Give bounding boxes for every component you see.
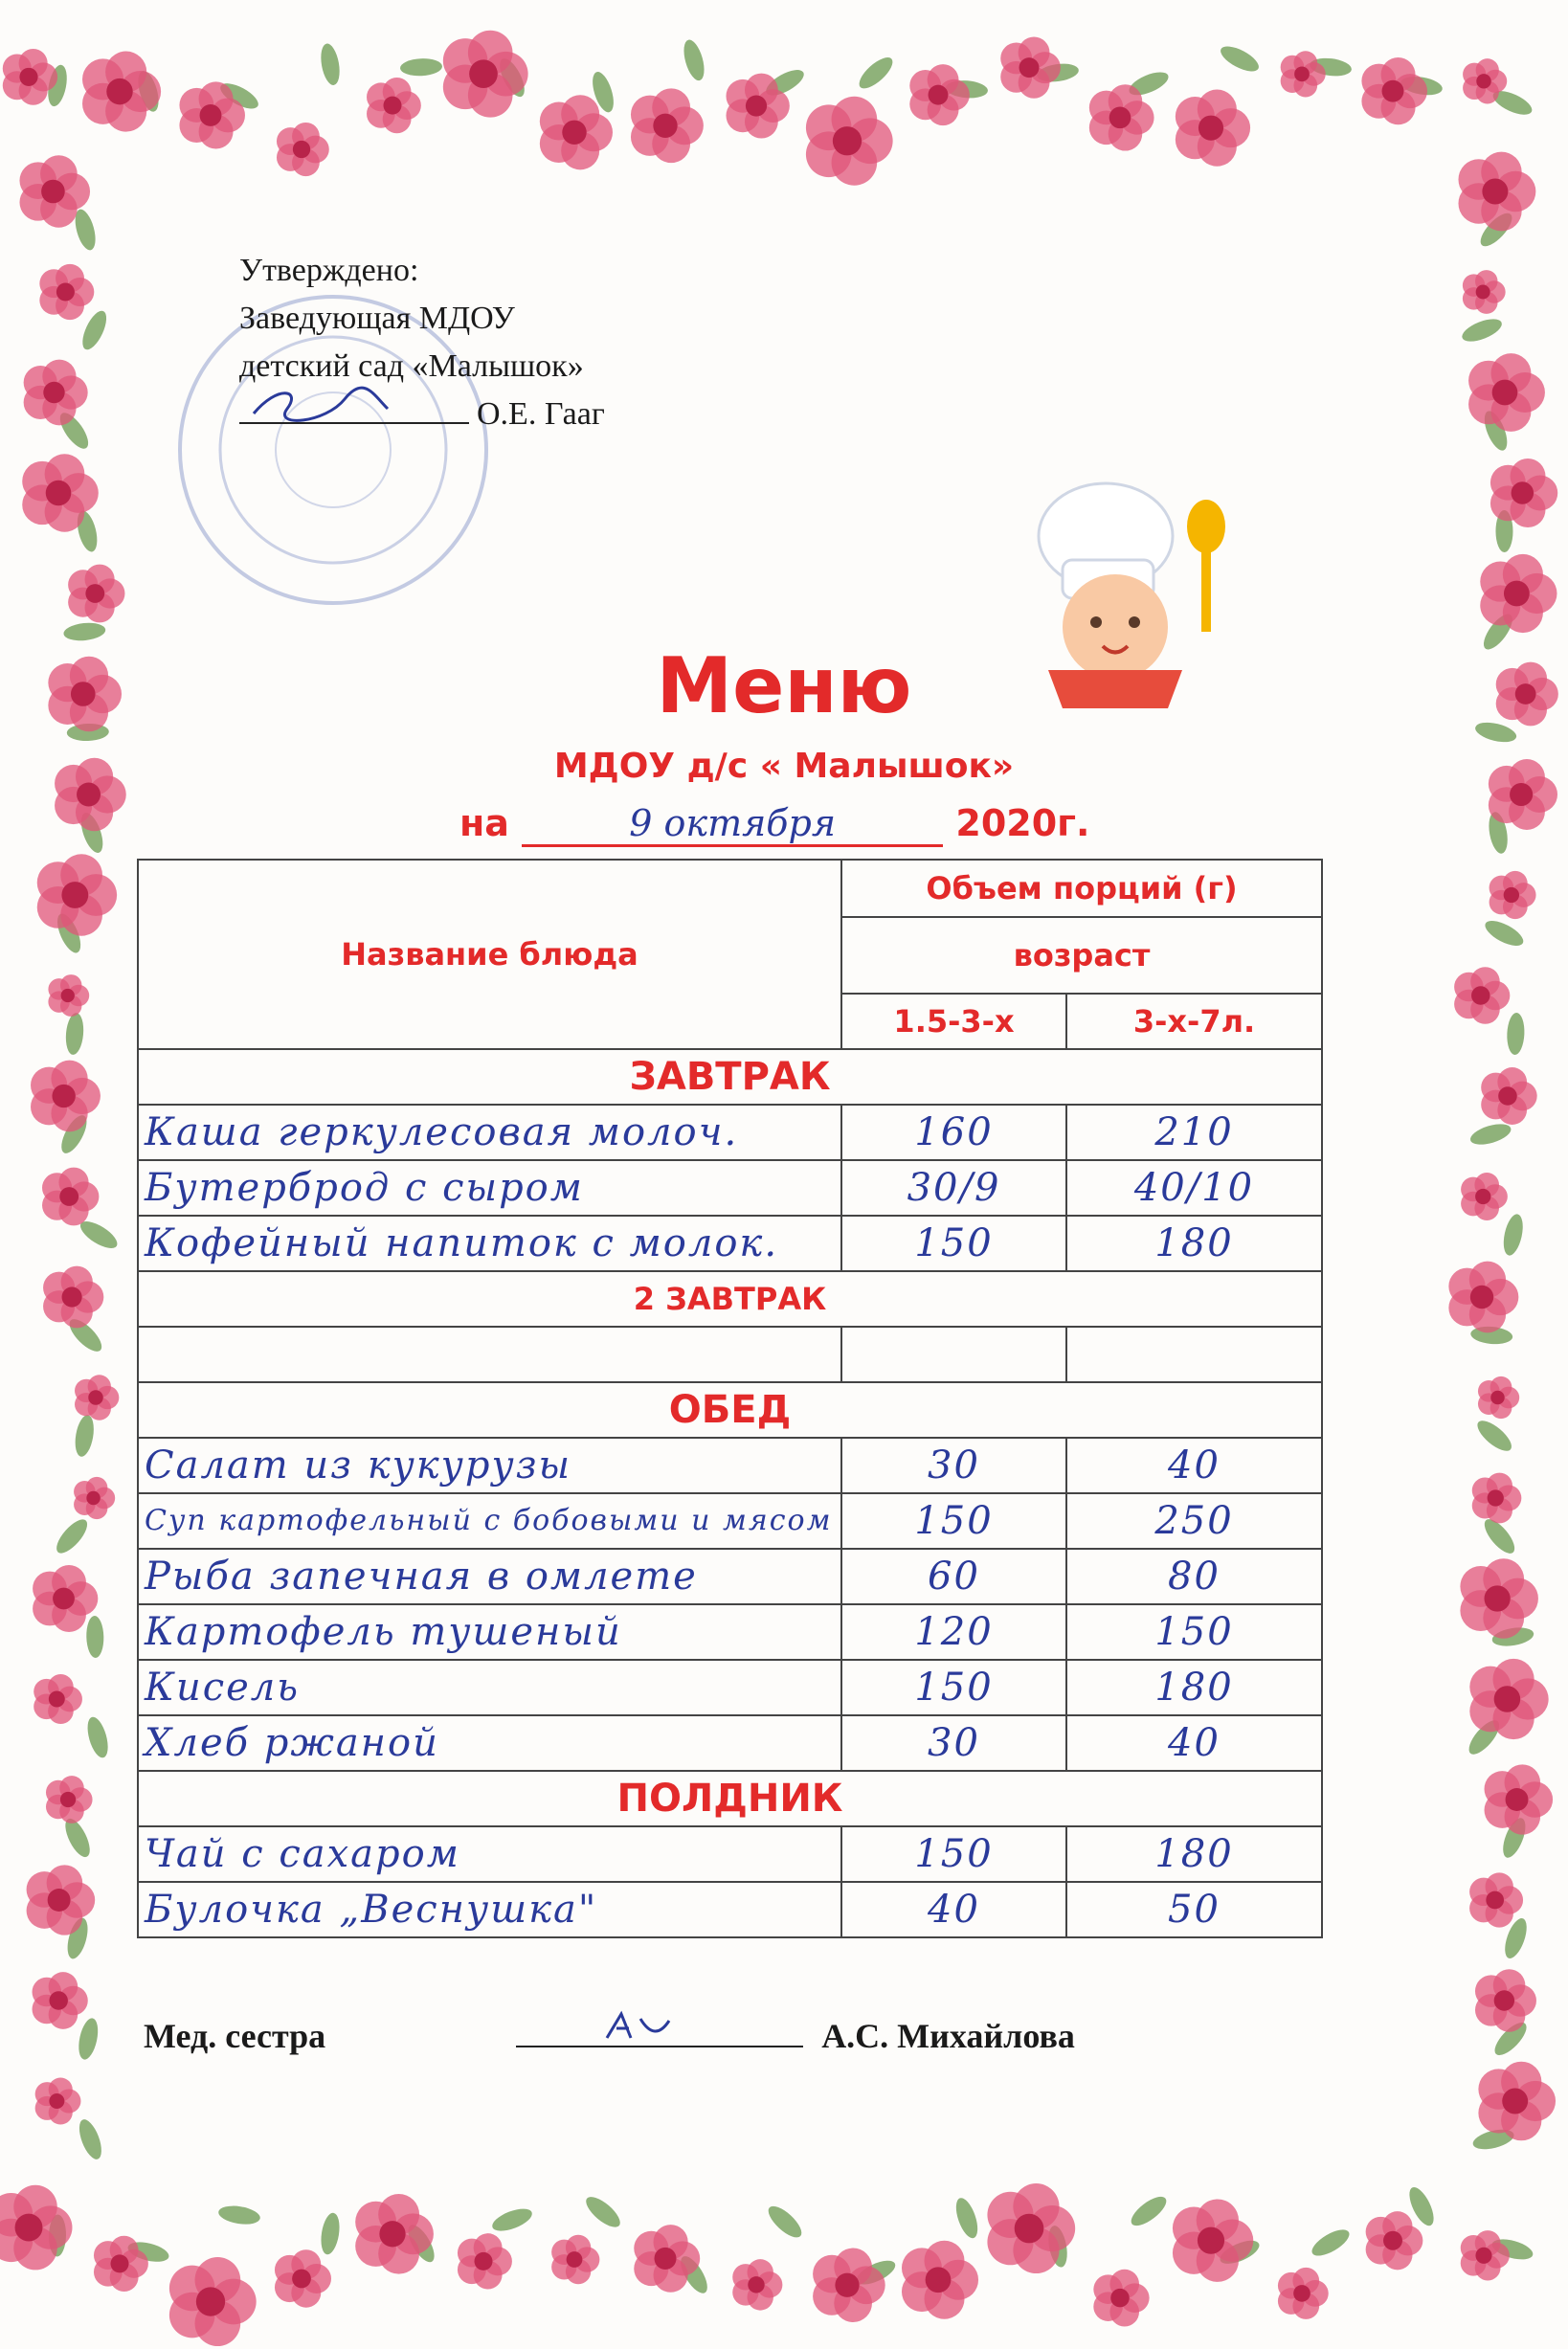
rose-icon	[68, 565, 124, 623]
rose-icon	[43, 1266, 103, 1329]
rose-icon	[806, 97, 893, 186]
rose-icon	[1366, 2211, 1423, 2270]
section-row	[138, 1382, 1322, 1438]
rose-icon	[443, 31, 528, 118]
leaf-icon	[73, 1414, 97, 1458]
table-row	[138, 1493, 1322, 1549]
header-dish-name: Название блюда	[138, 860, 841, 1049]
date-prefix: на	[459, 802, 509, 844]
rose-icon	[1472, 1473, 1522, 1524]
portion-older-cell: 80	[1066, 1549, 1322, 1604]
dish-name-cell: Хлеб ржаной	[138, 1715, 841, 1771]
table-row	[138, 1327, 1322, 1382]
leaf-icon	[400, 57, 443, 77]
rose-icon	[1454, 967, 1510, 1024]
portion-older-cell: 210	[1066, 1105, 1322, 1160]
rose-icon	[1089, 84, 1154, 150]
table-row	[138, 1160, 1322, 1216]
rose-icon	[277, 123, 329, 176]
rose-icon	[31, 1061, 101, 1132]
portion-older-cell: 50	[1066, 1882, 1322, 1937]
rose-icon	[1469, 1659, 1548, 1739]
rose-icon	[1361, 57, 1427, 124]
rose-icon	[367, 78, 421, 133]
page-title: Меню	[656, 641, 912, 730]
rose-icon	[1093, 2270, 1149, 2327]
table-row	[138, 1826, 1322, 1882]
leaf-icon	[680, 37, 707, 82]
approval-block	[239, 247, 605, 438]
rose-icon	[24, 360, 88, 426]
rose-icon	[631, 88, 704, 163]
rose-icon	[1481, 1067, 1536, 1125]
table-row	[138, 1549, 1322, 1604]
leaf-icon	[764, 2202, 807, 2243]
rose-icon	[1490, 459, 1557, 527]
rose-icon	[1463, 270, 1506, 314]
leaf-icon	[78, 307, 111, 352]
rose-icon	[1460, 1558, 1538, 1639]
rose-icon	[33, 1972, 88, 2029]
approval-line-1: Утверждено:	[239, 253, 419, 288]
leaf-icon	[489, 2204, 535, 2235]
leaf-icon	[63, 621, 107, 642]
footer-name: А.С. Михайлова	[821, 2017, 1075, 2055]
dish-name-cell: Рыба запечная в омлете	[138, 1549, 841, 1604]
approval-line-2: Заведующая МДОУ	[239, 301, 515, 336]
portion-young-cell: 30/9	[841, 1160, 1066, 1216]
portion-young-cell: 30	[841, 1438, 1066, 1493]
portion-young-cell: 150	[841, 1216, 1066, 1271]
rose-icon	[48, 974, 89, 1017]
portion-older-cell: 180	[1066, 1660, 1322, 1715]
rose-icon	[1176, 90, 1250, 167]
rose-icon	[82, 52, 161, 132]
table-row	[138, 1438, 1322, 1493]
footer-label: Мед. сестра	[144, 2017, 326, 2055]
leaf-icon	[318, 42, 342, 86]
rose-icon	[1173, 2199, 1253, 2281]
section-title: ОБЕД	[138, 1382, 1322, 1438]
footer	[144, 2015, 1075, 2056]
portion-older-cell	[1066, 1327, 1322, 1382]
portion-young-cell	[841, 1327, 1066, 1382]
leaf-icon	[1506, 1013, 1525, 1056]
leaf-icon	[1500, 1213, 1526, 1258]
rose-icon	[169, 2257, 257, 2346]
rose-icon	[1475, 1969, 1536, 2032]
rose-icon	[1448, 1262, 1518, 1333]
leaf-icon	[83, 1714, 111, 1759]
rose-icon	[1478, 2062, 1556, 2141]
dish-name-cell: Булочка „Веснушка"	[138, 1882, 841, 1937]
section-row	[138, 1049, 1322, 1105]
date-handwritten: 9 октября	[522, 802, 943, 847]
date-suffix: 2020г.	[955, 802, 1090, 844]
portion-young-cell: 30	[841, 1715, 1066, 1771]
portion-older-cell: 40/10	[1066, 1160, 1322, 1216]
rose-icon	[909, 64, 970, 125]
leaf-icon	[855, 53, 898, 94]
leaf-icon	[1459, 315, 1505, 347]
rose-icon	[33, 1565, 98, 1632]
signature-icon	[602, 2009, 679, 2047]
rose-icon	[1461, 2230, 1510, 2280]
leaf-icon	[76, 2017, 101, 2062]
rose-icon	[355, 2194, 434, 2274]
menu-table	[137, 859, 1323, 1938]
rose-icon	[732, 2259, 782, 2310]
table-row	[138, 1216, 1322, 1271]
leaf-icon	[60, 1815, 95, 1860]
rose-icon	[34, 1674, 82, 1724]
section-title: ПОЛДНИК	[138, 1771, 1322, 1826]
header-portion: Объем порций (г)	[841, 860, 1322, 917]
portion-young-cell: 150	[841, 1660, 1066, 1715]
header-age: возраст	[841, 917, 1322, 994]
leaf-icon	[75, 2116, 105, 2162]
portion-young-cell: 120	[841, 1604, 1066, 1660]
rose-icon	[1469, 1872, 1523, 1927]
section-row	[138, 1271, 1322, 1327]
portion-older-cell: 150	[1066, 1604, 1322, 1660]
table-row	[138, 1660, 1322, 1715]
rose-icon	[1461, 1173, 1508, 1220]
leaf-icon	[52, 1515, 92, 1558]
rose-icon	[902, 2241, 978, 2319]
rose-icon	[0, 2185, 72, 2271]
leaf-icon	[86, 1616, 104, 1658]
date-line	[459, 802, 1089, 847]
portion-young-cell: 60	[841, 1549, 1066, 1604]
leaf-icon	[1468, 1120, 1513, 1149]
rose-icon	[1000, 37, 1061, 99]
rose-icon	[75, 1375, 119, 1420]
rose-icon	[1478, 1376, 1519, 1419]
portion-older-cell: 40	[1066, 1438, 1322, 1493]
dish-name-cell: Бутерброд с сыром	[138, 1160, 841, 1216]
dish-name-cell: Кофейный напиток с молок.	[138, 1216, 841, 1271]
portion-older-cell: 180	[1066, 1826, 1322, 1882]
rose-icon	[74, 1477, 115, 1519]
section-title: 2 ЗАВТРАК	[138, 1271, 1322, 1327]
table-row	[138, 1105, 1322, 1160]
leaf-icon	[1217, 41, 1262, 76]
rose-icon	[39, 264, 94, 320]
table-row	[138, 1882, 1322, 1937]
rose-icon	[813, 2248, 885, 2322]
rose-icon	[1281, 51, 1326, 97]
approval-signatory: О.Е. Гааг	[477, 396, 605, 432]
leaf-icon	[1127, 2192, 1171, 2231]
rose-icon	[1490, 871, 1536, 919]
portion-older-cell: 40	[1066, 1715, 1322, 1771]
leaf-icon	[217, 2204, 261, 2227]
portion-young-cell: 150	[841, 1493, 1066, 1549]
leaf-icon	[1473, 1416, 1516, 1456]
head-signature	[239, 393, 469, 424]
dish-name-cell: Суп картофельный с бобовыми и мясом	[138, 1493, 841, 1549]
dish-name-cell: Салат из кукурузы	[138, 1438, 841, 1493]
approval-line-3: детский сад «Малышок»	[239, 348, 584, 384]
rose-icon	[551, 2235, 599, 2284]
dish-name-cell: Чай с сахаром	[138, 1826, 841, 1882]
section-row	[138, 1771, 1322, 1826]
dish-name-cell: Каша геркулесовая молоч.	[138, 1105, 841, 1160]
rose-icon	[1458, 152, 1535, 232]
rose-icon	[1485, 1764, 1554, 1834]
nurse-signature	[516, 2015, 803, 2047]
portion-young-cell: 40	[841, 1882, 1066, 1937]
header-age-group-1: 1.5-3-х	[841, 994, 1066, 1049]
dish-name-cell	[138, 1327, 841, 1382]
leaf-icon	[581, 2192, 624, 2232]
rose-icon	[458, 2233, 512, 2289]
leaf-icon	[952, 2195, 981, 2240]
portion-older-cell: 180	[1066, 1216, 1322, 1271]
table-row	[138, 1715, 1322, 1771]
dish-name-cell: Картофель тушеный	[138, 1604, 841, 1660]
portion-young-cell: 150	[841, 1826, 1066, 1882]
dish-name-cell: Кисель	[138, 1660, 841, 1715]
rose-icon	[42, 1168, 99, 1226]
table-row	[138, 1604, 1322, 1660]
rose-icon	[46, 1776, 93, 1823]
header-age-group-2: 3-х-7л.	[1066, 994, 1322, 1049]
rose-icon	[35, 2078, 81, 2125]
rose-icon	[275, 2249, 331, 2307]
portion-older-cell: 250	[1066, 1493, 1322, 1549]
leaf-icon	[64, 1012, 85, 1055]
section-title: ЗАВТРАК	[138, 1049, 1322, 1105]
rose-icon	[1278, 2268, 1329, 2319]
rose-icon	[37, 854, 117, 935]
rose-icon	[1480, 554, 1557, 633]
signature-icon	[249, 380, 392, 428]
leaf-icon	[319, 2211, 343, 2255]
rose-icon	[1468, 353, 1545, 432]
portion-young-cell: 160	[841, 1105, 1066, 1160]
page-subtitle: МДОУ д/с « Малышок»	[553, 747, 1015, 786]
leaf-icon	[1482, 916, 1527, 951]
leaf-icon	[1308, 2225, 1353, 2261]
